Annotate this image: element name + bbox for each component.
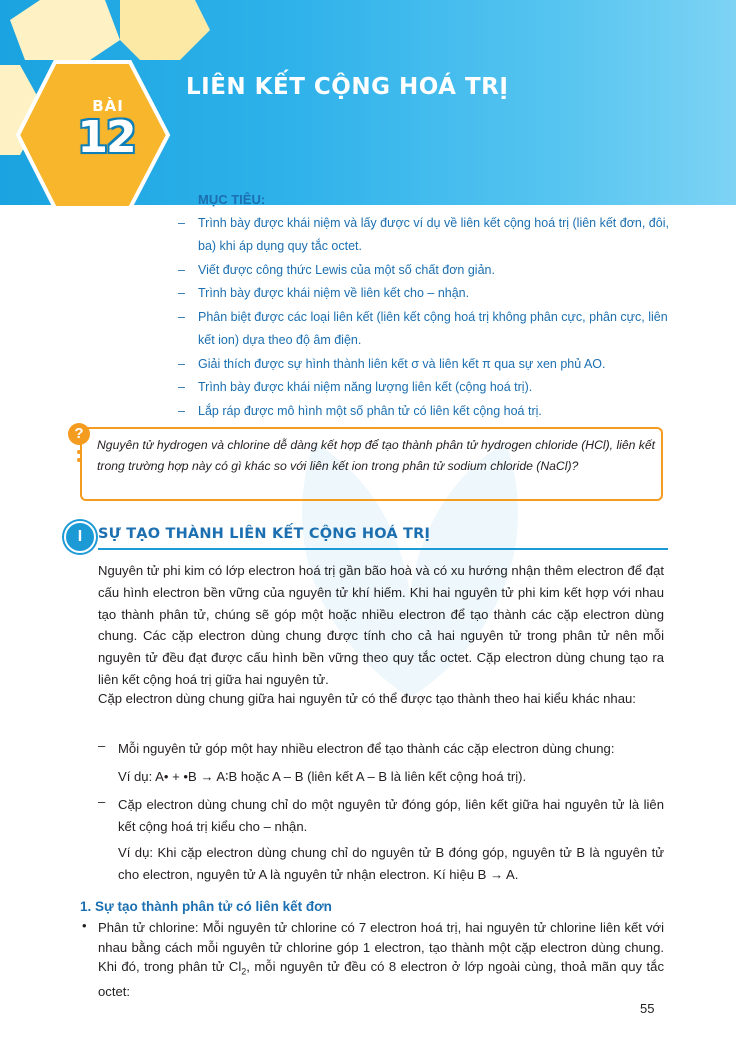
section-number-icon: I <box>64 521 96 553</box>
objective-item: – Phân biệt được các loại liên kết (liên kết cộng hoá trị không phân cực, phân cực, liên kết ion) dựa theo độ âm điện. <box>178 309 668 347</box>
objectives-list <box>176 212 672 424</box>
dot-icon <box>77 450 81 454</box>
objectives-heading: MỤC TIÊU: <box>198 192 266 207</box>
section-heading: SỰ TẠO THÀNH LIÊN KẾT CỘNG HOÁ TRỊ <box>98 526 431 542</box>
objective-item: – Viết được công thức Lewis của một số chất đơn giản. <box>178 262 495 277</box>
lesson-title: LIÊN KẾT CỘNG HOÁ TRỊ <box>186 74 509 100</box>
dot-icon <box>77 458 81 462</box>
section-divider <box>98 548 668 550</box>
objectives-section <box>176 188 672 423</box>
example-text: Ví dụ: A• + •B → A∶B hoặc A – B (liên kết A – B là liên kết cộng hoá trị). <box>118 769 527 784</box>
page-number: 55 <box>640 1001 655 1016</box>
objective-item: – Trình bày được khái niệm về liên kết cho – nhận. <box>178 286 470 300</box>
objective-item: – Lắp ráp được mô hình một số phân tử có liên kết cộng hoá trị. <box>178 403 542 418</box>
objective-item: – Trình bày được khái niệm năng lượng liên kết (cộng hoá trị). <box>178 380 533 394</box>
dash-marker: – <box>98 794 106 809</box>
paragraph: Phân tử chlorine: Mỗi nguyên tử chlorine có 7 electron hoá trị, hai nguyên tử chlorine liên kết với nhau bằng cách mỗi nguyên tử chlorine góp 1 electron, tạo thành một cặp electron dùng chung. Khi đó, trong phân tử $Cl_2$, mỗi nguyên tử đều có 8 electron ở lớp ngoài cùng, thoả mãn quy tắc octet: <box>98 920 664 1000</box>
subsection-heading: 1. Sự tạo thành phân tử có liên kết đơn <box>80 899 332 914</box>
question-text: Nguyên tử hydrogen và chlorine dễ dàng kết hợp để tạo thành phân tử hydrogen chloride (HCl), liên kết trong trường hợp này có gì khác so với liên kết ion trong phân tử sodium chloride (NaCl)? <box>97 438 656 473</box>
example-text: Ví dụ: Khi cặp electron dùng chung chỉ do nguyên tử B đóng góp, nguyên tử B là nguyên tử cho electron, nguyên tử A là nguyên tử nhận electron. Kí hiệu B → A. <box>118 845 664 882</box>
bullet-marker: • <box>82 918 87 933</box>
question-icon: ? <box>68 423 90 445</box>
dash-marker: – <box>98 738 106 753</box>
objective-item: – Giải thích được sự hình thành liên kết σ và liên kết π qua sự xen phủ AO. <box>178 356 606 371</box>
list-item: Mỗi nguyên tử góp một hay nhiều electron để tạo thành các cặp electron dùng chung: <box>118 741 615 756</box>
lesson-number: 12 <box>77 112 135 163</box>
list-item: Cặp electron dùng chung chỉ do một nguyên tử đóng góp, liên kết giữa hai nguyên tử là liên kết cộng hoá trị kiểu cho – nhận. <box>118 797 664 834</box>
objective-item: – Trình bày được khái niệm và lấy được ví dụ về liên kết cộng hoá trị (liên kết đơn, đôi, ba) khi áp dụng quy tắc octet. <box>178 215 669 253</box>
lesson-label: BÀI <box>92 97 124 115</box>
paragraph: Cặp electron dùng chung giữa hai nguyên tử có thể được tạo thành theo hai kiểu khác nhau: <box>98 691 636 706</box>
paragraph: Nguyên tử phi kim có lớp electron hoá trị gần bão hoà và có xu hướng nhận thêm electron để đạt cấu hình electron bền vững của nguyên tử khí hiếm. Khi hai nguyên tử phi kim kết hợp với nhau tạo thành phân tử, chúng sẽ góp một hoặc nhiều electron để tạo thành các cặp electron dùng chung. Các cặp electron dùng chung được tính cho cả hai nguyên tử trong phân tử nên mỗi nguyên tử đều đạt được cấu hình bền vững theo quy tắc octet. Cặp electron dùng chung tạo ra liên kết cộng hoá trị giữa hai nguyên tử. <box>98 563 664 687</box>
